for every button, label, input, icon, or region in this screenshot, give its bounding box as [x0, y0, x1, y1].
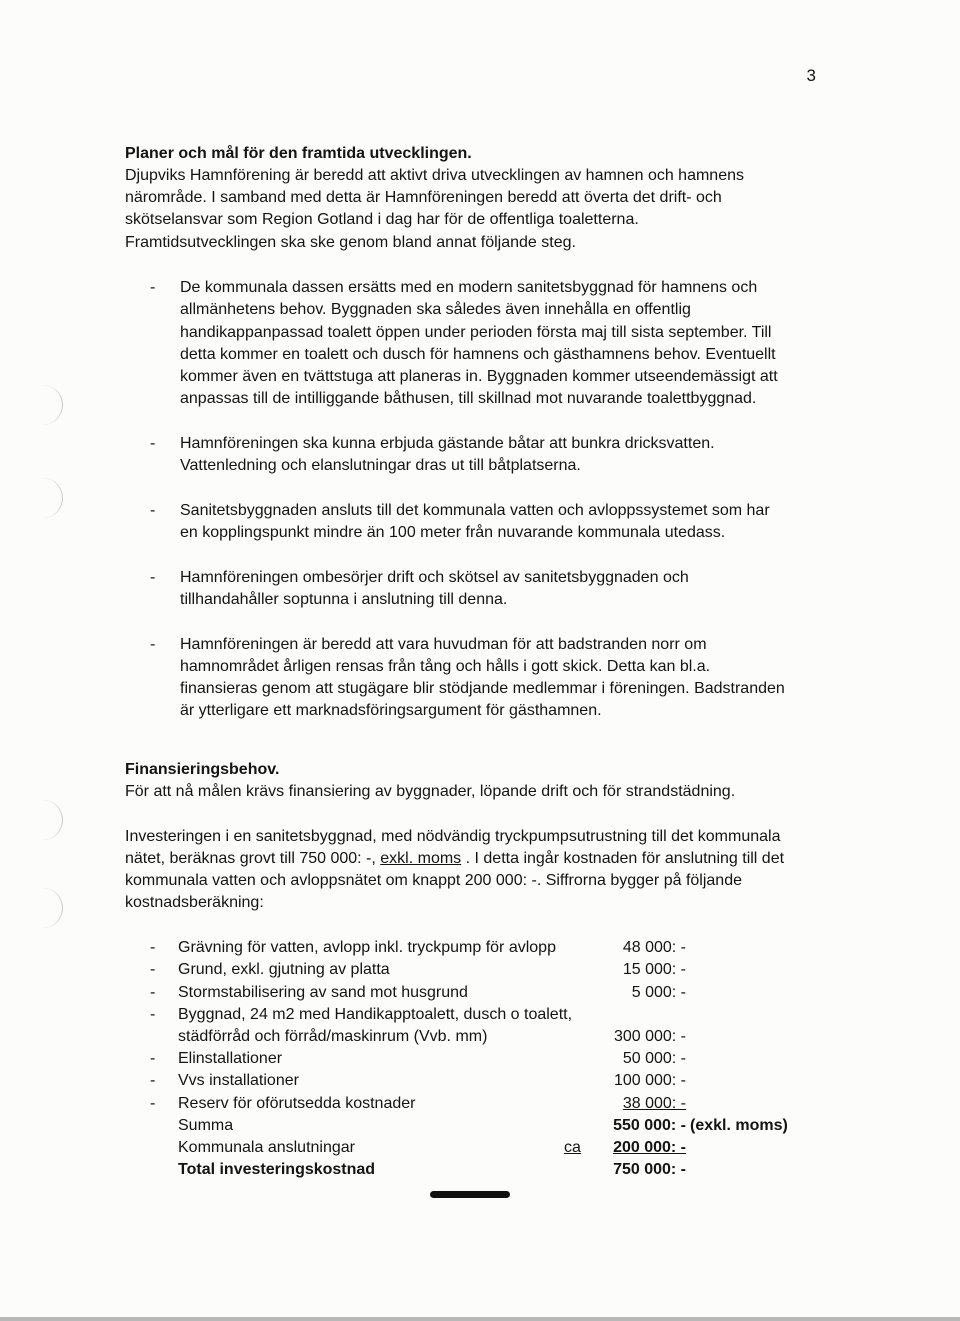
bullet-3-line-2: en kopplingspunkt mindre än 100 meter från nuvarande kommunala utedass.	[180, 524, 726, 541]
cost-amount: 15 000: -	[622, 961, 686, 978]
section-heading-financing: Finansieringsbehov.	[125, 761, 280, 778]
bullet-5-line-1: Hamnföreningen är beredd att vara huvudman för att badstranden norr om	[180, 636, 707, 653]
cost-amount: 300 000: -	[613, 1028, 686, 1045]
cost-label: Vvs installationer	[178, 1072, 299, 1089]
bullet-4-line-2: tillhandahåller soptunna i anslutning till denna.	[180, 591, 508, 608]
cost-amount: 5 000: -	[631, 984, 686, 1001]
cost-dash: -	[150, 1095, 156, 1112]
cost-amount: 50 000: -	[622, 1050, 686, 1067]
bullet-4-line-1: Hamnföreningen ombesörjer drift och skötsel av sanitetsbyggnaden och	[180, 569, 689, 586]
investment-line-1: Investeringen i en sanitetsbyggnad, med nödvändig tryckpumpsutrustning till det kommunala	[125, 828, 781, 845]
bullet-1-line-5: kommer även en tvättstuga att planeras in. Byggnaden kommer utseendemässigt att	[180, 368, 778, 385]
bullet-dash: -	[150, 435, 156, 452]
cost-row	[150, 982, 810, 1004]
investment-line-2-end: . I detta ingår kostnaden för anslutning till det	[465, 850, 785, 867]
cost-row	[150, 1026, 810, 1048]
bullet-dash: -	[150, 636, 156, 653]
cost-label: Elinstallationer	[178, 1050, 283, 1067]
investment-line-4: kostnadsberäkning:	[125, 894, 264, 911]
cost-row	[150, 1048, 810, 1070]
punch-hole-mark	[28, 888, 63, 928]
cost-row	[150, 1004, 810, 1026]
bullet-5-line-4: är ytterligare ett marknadsföringsargument för gästhamnen.	[180, 702, 602, 719]
anslutning-amount: 200 000: -	[613, 1139, 686, 1156]
bullet-dash: -	[150, 502, 156, 519]
bullet-1-line-2: allmänhetens behov. Byggnaden ska således även innehålla en offentlig	[180, 301, 691, 318]
cost-dash: -	[150, 939, 156, 956]
cost-label: Grund, exkl. gjutning av platta	[178, 961, 390, 978]
punch-hole-mark	[28, 478, 63, 518]
bullet-dash: -	[150, 569, 156, 586]
cost-dash: -	[150, 961, 156, 978]
cost-label: Grävning för vatten, avlopp inkl. tryckpump för avlopp	[178, 939, 556, 956]
cost-amount: 48 000: -	[622, 939, 686, 956]
cost-amount-underlined: 38 000: -	[622, 1095, 686, 1112]
bullet-1-line-4: detta kommer en toalett och dusch för hamnens och gästhamnens behov. Eventuellt	[180, 346, 776, 363]
bullet-1-line-6: anpassas till de intilliggande båthusen, till skillnad mot nuvarande toalettbyggnad.	[180, 390, 757, 407]
cost-label: Reserv för oförutsedda kostnader	[178, 1095, 416, 1112]
investment-line-2	[125, 848, 825, 870]
summa-amount: 550 000: -	[613, 1117, 686, 1134]
cost-dash: -	[150, 984, 156, 1001]
cost-label: städförråd och förråd/maskinrum (Vvb. mm)	[178, 1028, 488, 1045]
bullet-5-line-2: hamnområdet årligen rensas från tång och hålls i gott skick. Detta kan bl.a.	[180, 658, 711, 675]
total-row	[150, 1159, 810, 1181]
cost-row	[150, 1093, 810, 1115]
summa-note: (exkl. moms)	[690, 1117, 788, 1134]
scan-bottom-edge	[0, 1317, 960, 1321]
summa-label: Summa	[178, 1117, 234, 1134]
cost-label: Byggnad, 24 m2 med Handikapptoalett, dusch o toalett,	[178, 1006, 573, 1023]
summa-row	[150, 1115, 810, 1137]
cost-amount: 100 000: -	[613, 1072, 686, 1089]
intro-line-3: skötselansvar som Region Gotland i dag har för de offentliga toaletterna.	[125, 211, 639, 228]
investment-line-3: kommunala vatten och avloppsnätet om knappt 200 000: -. Siffrorna bygger på följande	[125, 872, 742, 889]
intro-line-4: Framtidsutvecklingen ska ske genom bland annat följande steg.	[125, 234, 576, 251]
cost-dash: -	[150, 1006, 156, 1023]
investment-line-2-start: nätet, beräknas grovt till 750 000: -,	[125, 850, 376, 867]
cost-row	[150, 1070, 810, 1092]
cost-label: Stormstabilisering av sand mot husgrund	[178, 984, 468, 1001]
cost-dash: -	[150, 1072, 156, 1089]
bullet-2-line-1: Hamnföreningen ska kunna erbjuda gästande båtar att bunkra dricksvatten.	[180, 435, 715, 452]
bullet-3-line-1: Sanitetsbyggnaden ansluts till det kommunala vatten och avloppssystemet som har	[180, 502, 770, 519]
ink-scribble	[430, 1191, 510, 1198]
punch-hole-mark	[28, 385, 63, 425]
cost-dash: -	[150, 1050, 156, 1067]
section-heading-plans: Planer och mål för den framtida utvecklingen.	[125, 145, 472, 162]
bullet-1-line-3: handikappanpassad toalett öppen under perioden första maj till sista september. Till	[180, 324, 772, 341]
cost-row	[150, 959, 810, 981]
page-number: 3	[806, 66, 816, 85]
punch-hole-mark	[28, 800, 63, 840]
anslutning-row	[150, 1137, 810, 1159]
intro-line-1: Djupviks Hamnförening är beredd att aktivt driva utvecklingen av hamnen och hamnens	[125, 167, 744, 184]
anslutning-ca: ca	[564, 1139, 581, 1156]
bullet-1-line-1: De kommunala dassen ersätts med en modern sanitetsbyggnad för hamnens och	[180, 279, 758, 296]
cost-row	[150, 937, 810, 959]
intro-line-2: närområde. I samband med detta är Hamnföreningen beredd att överta det drift- och	[125, 189, 722, 206]
bullet-2-line-2: Vattenledning och elanslutningar dras ut till båtplatserna.	[180, 457, 581, 474]
anslutning-label: Kommunala anslutningar	[178, 1139, 355, 1156]
bullet-5-line-3: finansieras genom att stugägare blir stödjande medlemmar i föreningen. Badstranden	[180, 680, 785, 697]
exkl-moms-underlined: exkl. moms	[380, 850, 462, 867]
total-amount: 750 000: -	[613, 1161, 686, 1178]
bullet-dash: -	[150, 279, 156, 296]
total-label: Total investeringskostnad	[178, 1161, 376, 1178]
financing-line: För att nå målen krävs finansiering av byggnader, löpande drift och för strandstädning.	[125, 783, 736, 800]
